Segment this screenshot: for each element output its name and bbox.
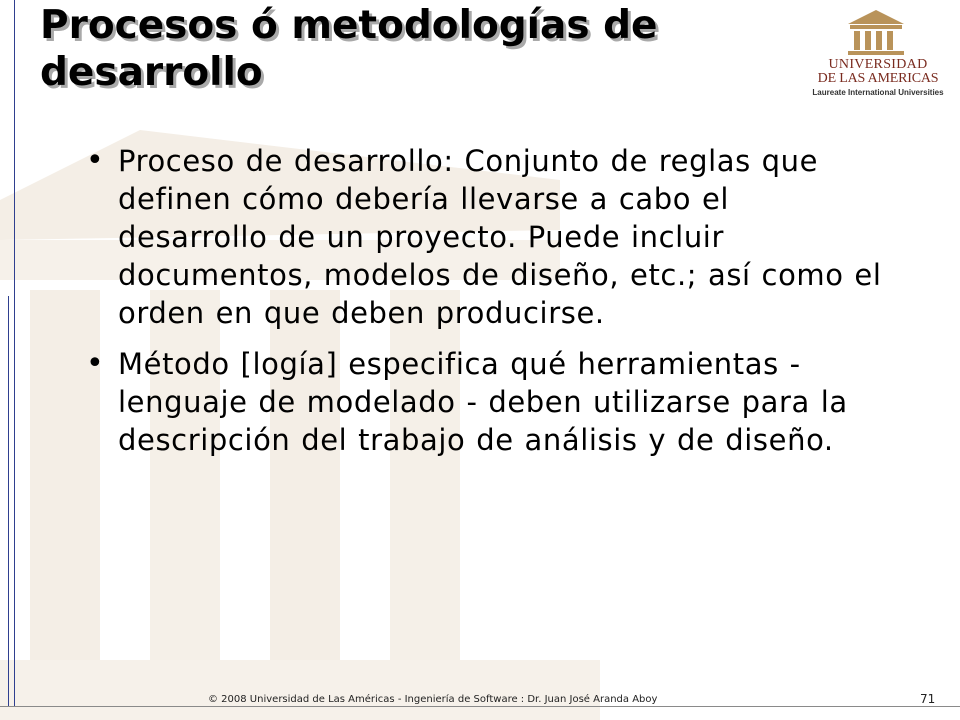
left-rule-bottom-outer xyxy=(14,296,15,706)
footer-copyright: © 2008 Universidad de Las Américas - Ingeniería de Software : Dr. Juan José Aranda Aboy xyxy=(208,694,658,705)
university-building-icon xyxy=(842,8,910,56)
bullet-item xyxy=(86,345,886,459)
bullet-dot: • xyxy=(86,143,104,178)
logo-name-line1: UNIVERSIDAD xyxy=(828,57,928,72)
bullet-item xyxy=(86,142,886,332)
bullet-list xyxy=(86,142,886,472)
page-number: 71 xyxy=(920,692,936,706)
slide-title: Procesos ó metodologías de desarrollo xyxy=(40,3,658,95)
bullet-text: Método [logía] especifica qué herramientas - lenguaje de modelado - deben utilizarse para la descripción del trabajo de análisis y de diseño. xyxy=(118,347,848,457)
footer-divider xyxy=(0,706,960,707)
university-logo xyxy=(806,8,950,100)
bullet-dot: • xyxy=(86,346,104,381)
left-rule-top xyxy=(14,0,15,320)
bullet-text: Proceso de desarrollo: Conjunto de reglas que definen cómo debería llevarse a cabo el desarrollo de un proyecto. Puede incluir documentos, modelos de diseño, etc.; así como el orden en que deben producirse. xyxy=(118,144,882,330)
left-rule-bottom xyxy=(8,296,9,706)
logo-name-line2: DE LAS AMERICAS xyxy=(817,71,939,86)
logo-tagline: Laureate International Universities xyxy=(812,88,944,97)
